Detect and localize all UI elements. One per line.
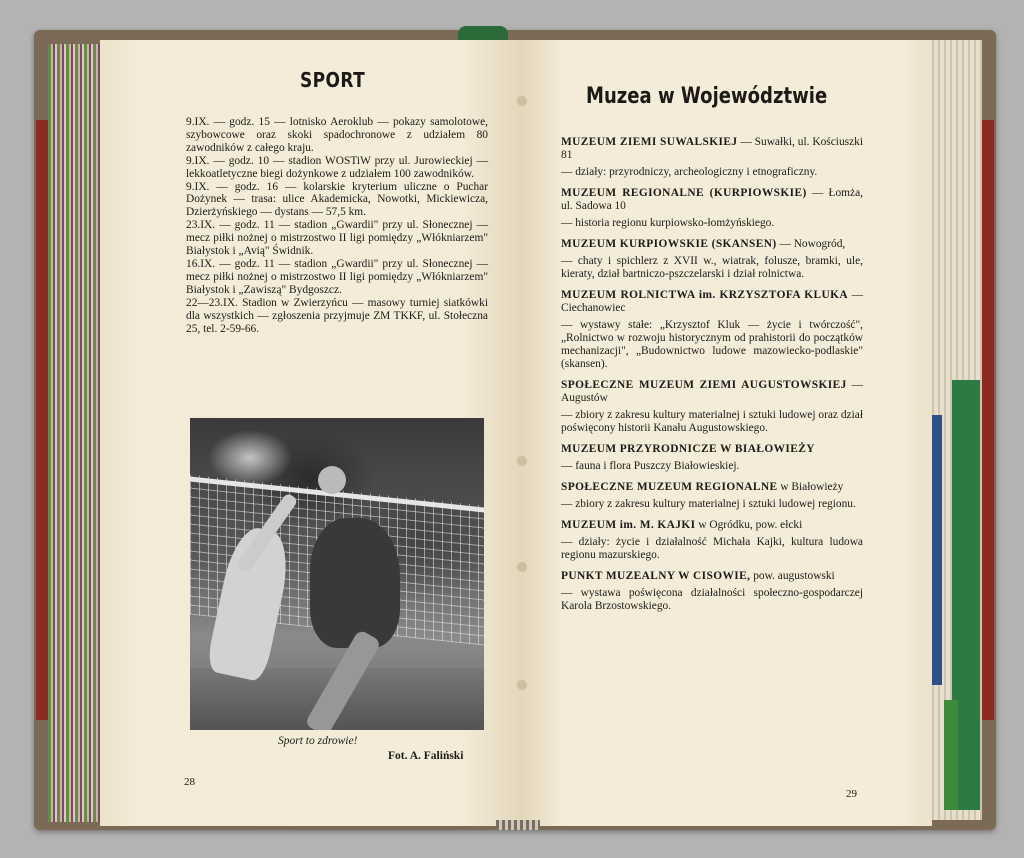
- museum-description: — działy: przyrodniczy, archeologiczny i etnograficzny.: [561, 166, 818, 178]
- museum-entry: [561, 187, 863, 230]
- photo-credit: Fot. A. Faliński: [388, 750, 464, 762]
- museum-place: — Augustów: [561, 379, 863, 404]
- photo-caption: Sport to zdrowie!: [278, 735, 358, 747]
- binding-stitch: [517, 680, 527, 690]
- museum-header: [561, 238, 863, 251]
- player-right: [310, 518, 400, 648]
- sport-event: 9.IX. — godz. 10 — stadion WOSTiW przy ul. Jurowieckiej — lekkoatletyczne biegi dożynkowe z udziałem 100 zawodników.: [186, 154, 488, 180]
- page-number-left: 28: [184, 776, 195, 788]
- museum-entry: [561, 238, 863, 281]
- museum-header: [561, 570, 863, 583]
- museum-description: — działy: życie i działalność Michała Kajki, kultura ludowa regionu mazurskiego.: [561, 536, 863, 561]
- museum-header: [561, 289, 863, 315]
- museum-description: — fauna i flora Puszczy Białowieskiej.: [561, 460, 740, 472]
- museums-heading: Muzea w Województwie: [586, 84, 828, 109]
- volleyball-photo: [190, 418, 484, 730]
- museum-header: [561, 481, 863, 494]
- museum-name: MUZEUM REGIONALNE (KURPIOWSKIE): [561, 187, 807, 199]
- museum-name: MUZEUM im. M. KAJKI: [561, 519, 696, 531]
- museum-name: MUZEUM ROLNICTWA im. KRZYSZTOFA KLUKA: [561, 289, 849, 301]
- sport-event: 9.IX. — godz. 15 — lotnisko Aeroklub — pokazy samolotowe, szybowcowe oraz skoki spadochronowe z udziałem 80 zawodników z całego kraju.: [186, 116, 488, 154]
- museum-place: w Białowieży: [777, 481, 844, 493]
- museum-name: MUZEUM KURPIOWSKIE (SKANSEN): [561, 238, 777, 250]
- museum-entry: [561, 443, 863, 473]
- player-right-head: [318, 466, 346, 494]
- museum-description: — historia regionu kurpiowsko-łomżyńskiego.: [561, 217, 775, 229]
- museum-header: [561, 443, 863, 456]
- museum-entry: [561, 570, 863, 613]
- museum-place: — Suwałki, ul. Kościuszki 81: [561, 136, 863, 161]
- museum-entry: [561, 379, 863, 435]
- museum-header: [561, 519, 863, 532]
- binding-stitch: [517, 456, 527, 466]
- museum-header: [561, 136, 863, 162]
- museum-description: — chaty i spichlerz z XVII w., wiatrak, folusze, bramki, ule, kieraty, dział bartniczo-pszczelarski i dział rolnictwa.: [561, 255, 863, 280]
- museum-place: — Ciechanowiec: [561, 289, 863, 314]
- binding-stitch: [517, 96, 527, 106]
- museum-description: — zbiory z zakresu kultury materialnej i sztuki ludowej oraz dział poświęcony historii Kanału Augustowskiego.: [561, 409, 863, 434]
- museum-name: MUZEUM ZIEMI SUWALSKIEJ: [561, 136, 738, 148]
- museum-name: SPOŁECZNE MUZEUM ZIEMI AUGUSTOWSKIEJ: [561, 379, 847, 391]
- page-number-right: 29: [846, 788, 857, 800]
- sport-event: 9.IX. — godz. 16 — kolarskie kryterium uliczne o Puchar Dożynek — trasa: ulice Akademicka, Nowotki, Mickiewicza, Dzierżyńskiego — dystans — 57,5 km.: [186, 180, 488, 219]
- museum-place: pow. augustowski: [750, 570, 835, 582]
- museum-place: — Łomża, ul. Sadowa 10: [561, 187, 864, 212]
- museum-list: [561, 136, 863, 621]
- museum-entry: [561, 519, 863, 562]
- sport-events-list: [186, 116, 488, 335]
- sport-event: 23.IX. — godz. 11 — stadion „Gwardii" przy ul. Słonecznej — mecz piłki nożnej o mistrzostwo II ligi pomiędzy „Włókniarzem" Białystok i „Avią" Świdnik.: [186, 219, 488, 258]
- index-tab-green-lower: [944, 700, 958, 810]
- sport-event: 22—23.IX. Stadion w Zwierzyńcu — masowy turniej siatkówki dla wszystkich — zgłoszenia przyjmuje ZM TKKF, ul. Stołeczna 25, tel. 2-59-66.: [186, 296, 488, 335]
- museum-description: — wystawa poświęcona działalności społeczno-gospodarczej Karola Brzostowskiego.: [561, 587, 863, 612]
- museum-header: [561, 187, 863, 213]
- museum-name: PUNKT MUZEALNY W CISOWIE,: [561, 570, 751, 582]
- museum-entry: [561, 289, 863, 371]
- museum-entry: [561, 136, 863, 179]
- spine-stitching: [496, 820, 540, 830]
- museum-place: — Nowogród,: [776, 238, 846, 250]
- binding-stitch: [517, 562, 527, 572]
- museum-name: SPOŁECZNE MUZEUM REGIONALNE: [561, 481, 778, 493]
- sport-event: 16.IX. — godz. 11 — stadion „Gwardii" przy ul. Słonecznej — mecz piłki nożnej o mistrzostwo II ligi pomiędzy „Włókniarzem" Białystok i „Zawiszą" Bydgoszcz.: [186, 257, 488, 296]
- museum-place: w Ogródku, pow. ełcki: [695, 519, 803, 531]
- museum-name: MUZEUM PRZYRODNICZE W BIAŁOWIEŻY: [561, 443, 815, 455]
- museum-description: — zbiory z zakresu kultury materialnej i sztuki ludowej regionu.: [561, 498, 856, 510]
- museum-description: — wystawy stałe: „Krzysztof Kluk — życie i twórczość", „Rolnictwo w rozwoju historycznym od prahistorii do początków mechanizacji", „Budownictwo ludowe mazowiecko-podlaskie" (skansen).: [561, 319, 863, 370]
- museum-entry: [561, 481, 863, 511]
- sport-heading: SPORT: [300, 68, 366, 92]
- museum-header: [561, 379, 863, 405]
